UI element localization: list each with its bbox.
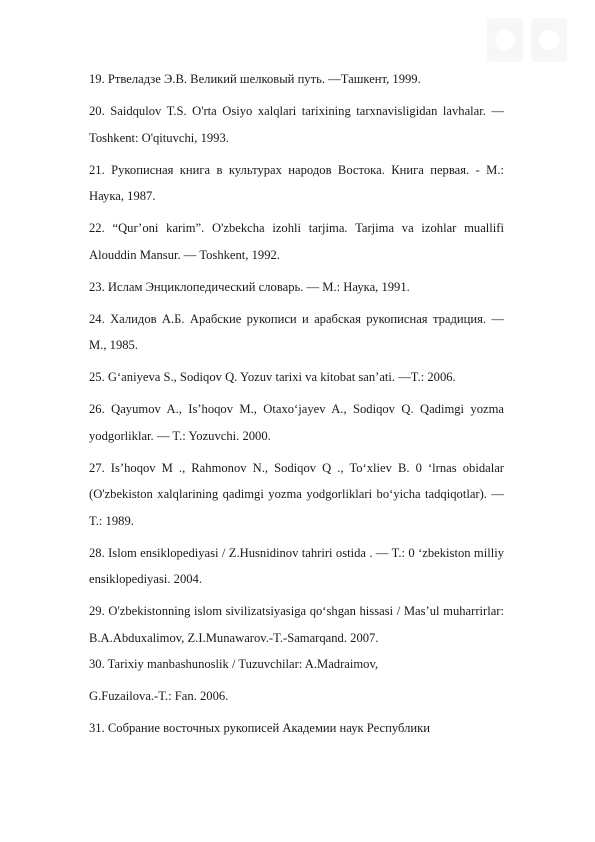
reference-item: 25. G‘aniyeva S., Sodiqov Q. Yozuv tarixi va kitobat san’ati. —T.: 2006. [89,370,456,384]
reference-item: 23. Ислам Энциклопедический словарь. — М.: Наука, 1991. [89,279,410,294]
reference-item: 28. Islom ensiklopediyasi / Z.Husnidinov tahriri ostida . — T.: 0 ‘zbekiston milliy ensiklopediyasi. 2004. [89,545,504,586]
reference-item: 31. Собрание восточных рукописей Академии наук Республики [89,721,430,735]
reference-item: 24. Халидов А.Б. Арабские рукописи и арабская рукописная традиция. — М., 1985. [89,311,504,352]
watermark-logo-icon [481,8,577,72]
reference-item-continuation: G.Fuzailova.-T.: Fan. 2006. [89,689,229,703]
reference-item: 30. Tarixiy manbashunoslik / Tuzuvchilar: A.Madraimov, [89,657,379,671]
reference-item: 20. Saidqulov T.S. O'rta Osiyo xalqlari tarixining tarxnavisligidan lavhalar. — Toshkent: O'qituvchi, 1993. [89,104,504,145]
reference-list [89,66,504,747]
reference-item: 29. O'zbekistonning islom sivilizatsiyasiga qo‘shgan hissasi / Mas’ul muharrirlar: B.A.Abduxalimov, Z.I.Munawarov.-T.-Samarqand. 2007. [89,604,504,645]
reference-item: 26. Qayumov A., Is’hoqov M., Otaxo‘jayev A., Sodiqov Q. Qadimgi yozma yodgorliklar. — T.: Yozuvchi. 2000. [89,402,504,443]
reference-item: 27. Is’hoqov M ., Rahmonov N., Sodiqov Q ., To‘xliev B. 0 ‘lrnas obidalar (O'zbekiston xalqlarining qadimgi yozma yodgorliklari bo‘yicha tadqiqotlar). — T.: 1989. [89,460,504,528]
reference-item: 22. “Qur’oni karim”. O'zbekcha izohli tarjima. Tarjima va izohlar muallifi Alouddin Mansur. — Toshkent, 1992. [89,221,504,262]
reference-item: 21. Рукописная книга в культурах народов Востока. Книга первая. - М.: Наука, 1987. [89,162,504,203]
reference-item: 19. Ртвеладзе Э.В. Великий шелковый путь. —Ташкент, 1999. [89,72,421,86]
